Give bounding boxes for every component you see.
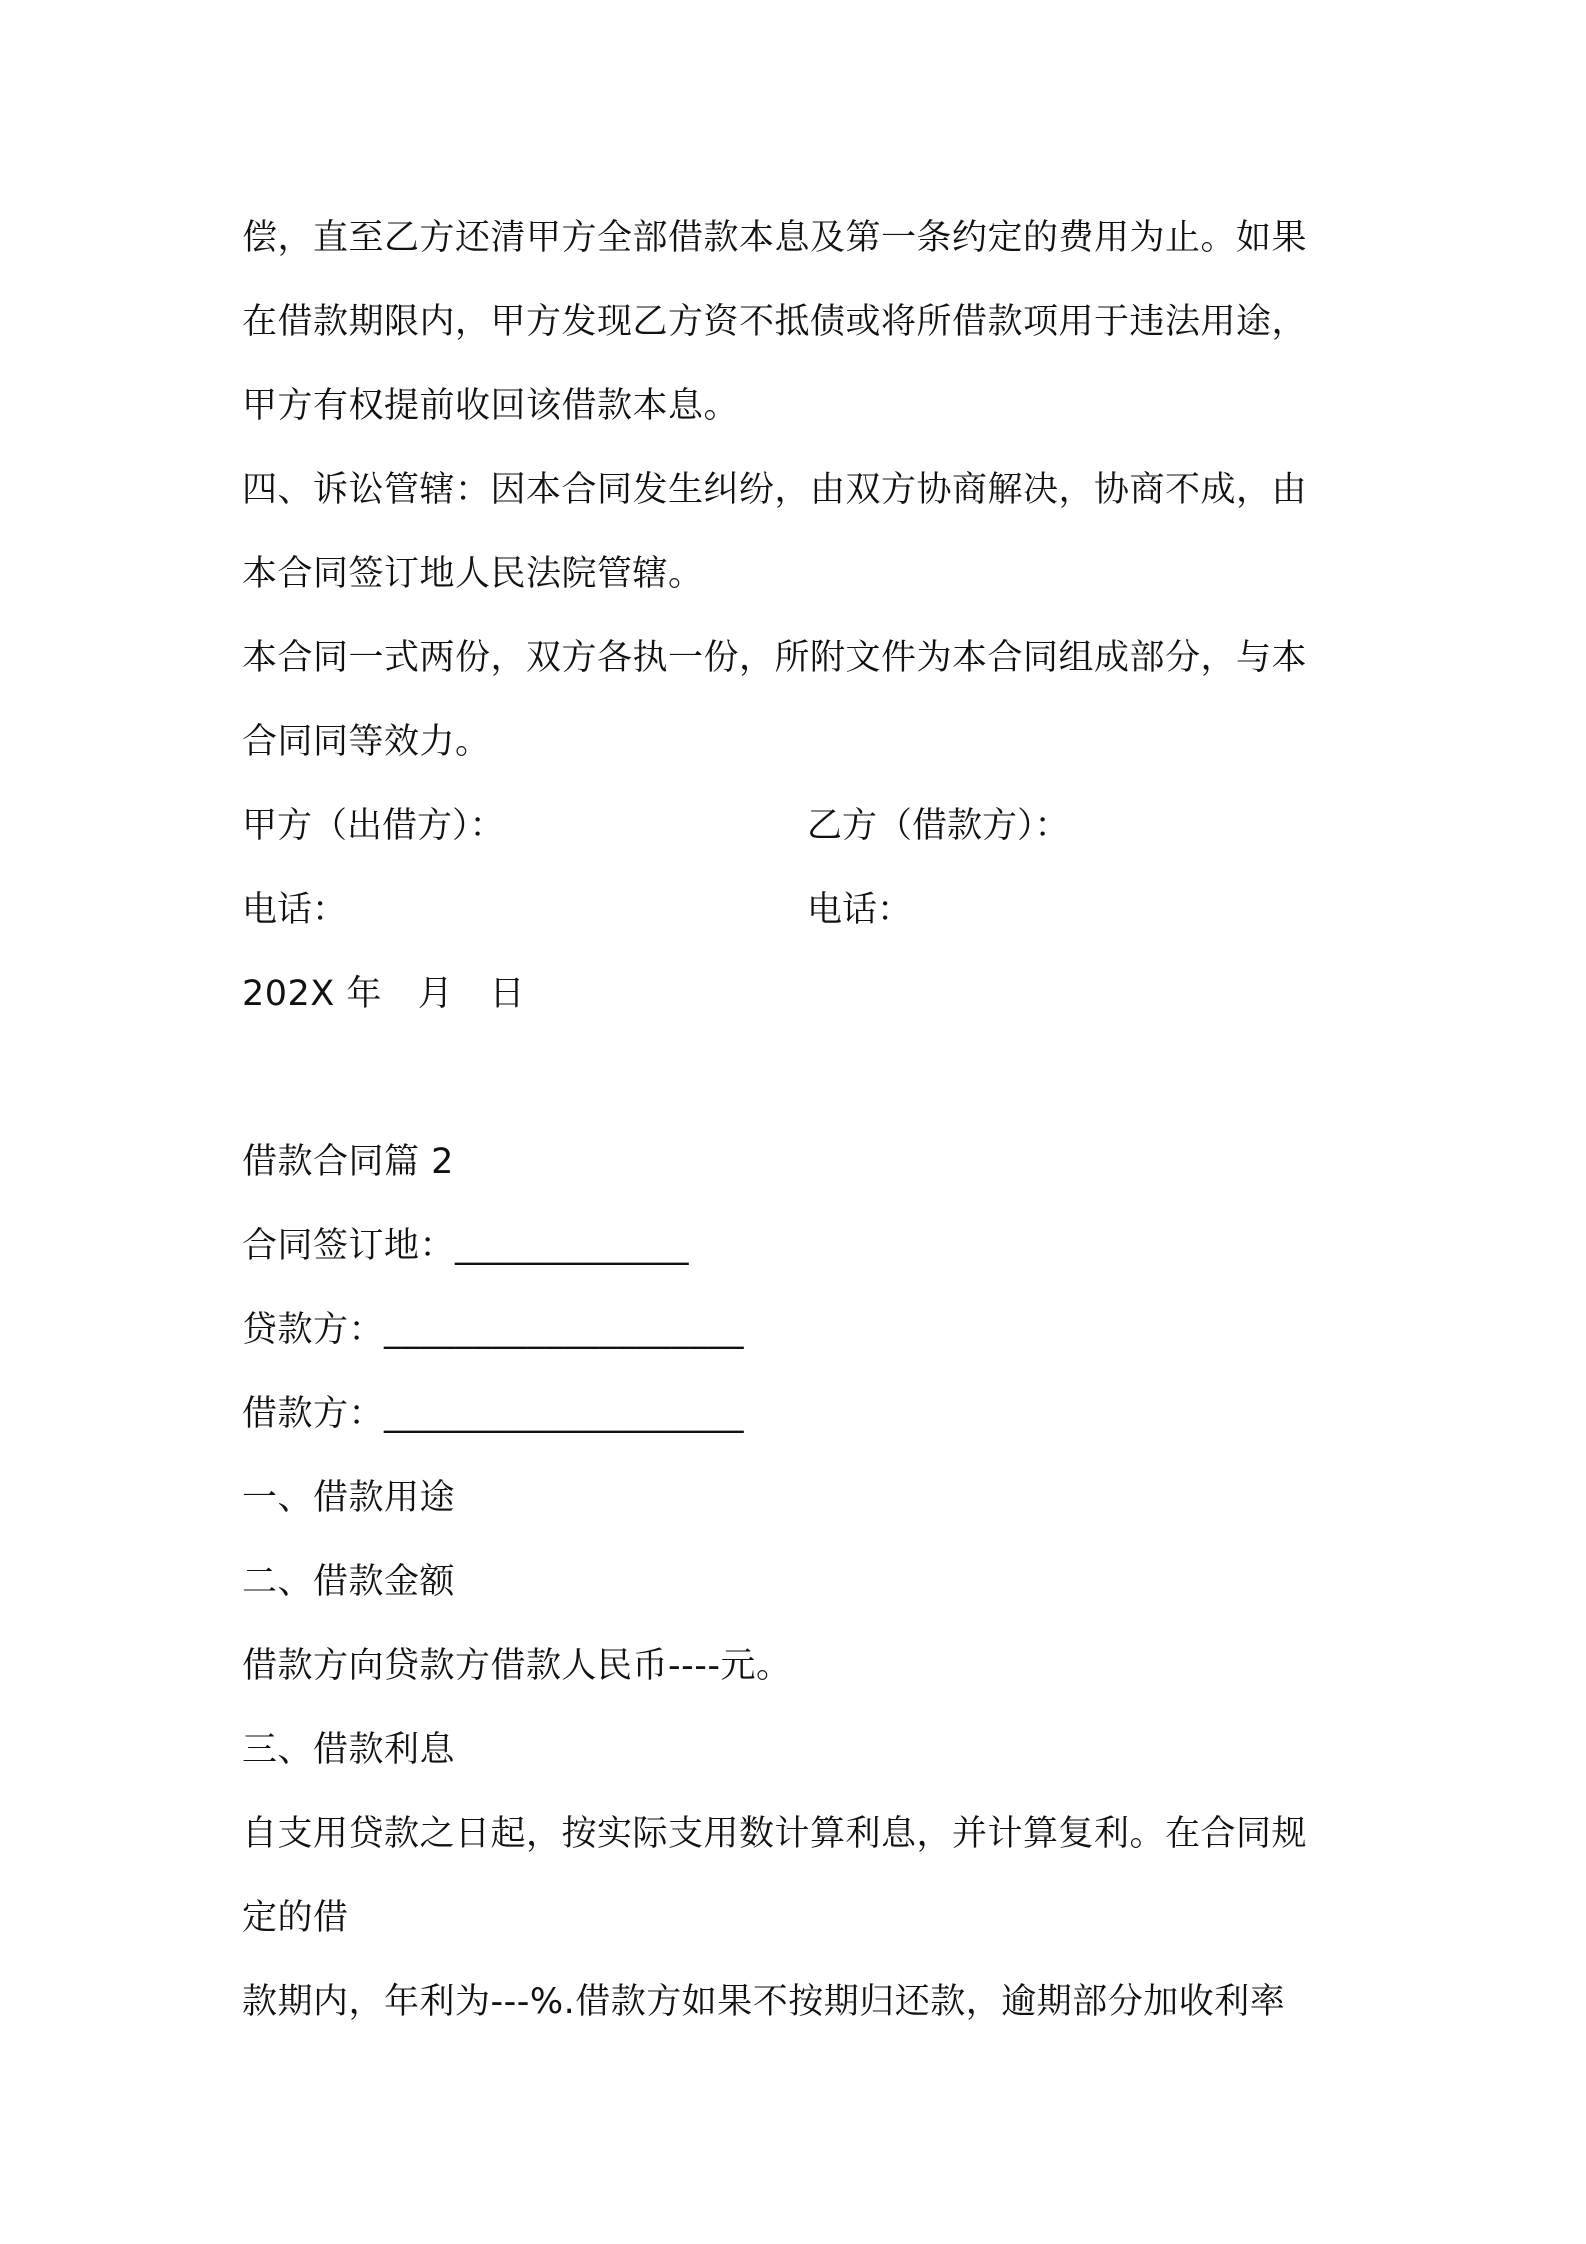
section-heading-interest: 三、借款利息 [242, 1730, 456, 1770]
section-spacer [242, 1036, 1362, 1120]
lender-field: 贷款方：____________________ [242, 1310, 745, 1350]
interest-line: 款期内，年利为---%.借款方如果不按期归还款，逾期部分加收利率 [242, 1982, 1286, 2022]
date-day: 日 [489, 974, 525, 1014]
clause-jurisdiction: 四、诉讼管辖：因本合同发生纠纷，由双方协商解决，协商不成，由 [242, 470, 1308, 510]
section-heading-amount: 二、借款金额 [242, 1562, 456, 1602]
sign-place-field: 合同签订地：_____________ [242, 1226, 690, 1266]
phone-a-label: 电话： [242, 890, 348, 930]
clause-jurisdiction-cont: 本合同签订地人民法院管辖。 [242, 554, 704, 594]
phone-b-label: 电话： [807, 890, 913, 930]
amount-text: 借款方向贷款方借款人民币----元。 [242, 1646, 792, 1686]
interest-line: 自支用贷款之日起，按实际支用数计算利息，并计算复利。在合同规 [242, 1814, 1308, 1854]
paragraph-line: 甲方有权提前收回该借款本息。 [242, 386, 740, 426]
copies-clause: 本合同一式两份，双方各执一份，所附文件为本合同组成部分，与本 [242, 638, 1308, 678]
party-b-label: 乙方（借款方）： [807, 806, 1070, 846]
date-month: 月 [417, 974, 454, 1014]
borrower-field: 借款方：____________________ [242, 1394, 745, 1434]
signature-parties-row [242, 784, 1362, 868]
paragraph-line: 偿，直至乙方还清甲方全部借款本息及第一条约定的费用为止。如果 [242, 218, 1308, 258]
section-heading-purpose: 一、借款用途 [242, 1478, 456, 1518]
signature-phone-row [242, 868, 1362, 952]
document-page [242, 196, 1362, 2044]
paragraph-line: 在借款期限内，甲方发现乙方资不抵债或将所借款项用于违法用途， [242, 302, 1308, 342]
party-a-label: 甲方（出借方）： [242, 806, 505, 846]
interest-line: 定的借 [242, 1898, 349, 1938]
date-year: 202X 年 [242, 974, 382, 1014]
contract2-title: 借款合同篇 2 [242, 1142, 454, 1182]
signature-date [242, 952, 1362, 1036]
copies-clause-cont: 合同同等效力。 [242, 722, 491, 762]
